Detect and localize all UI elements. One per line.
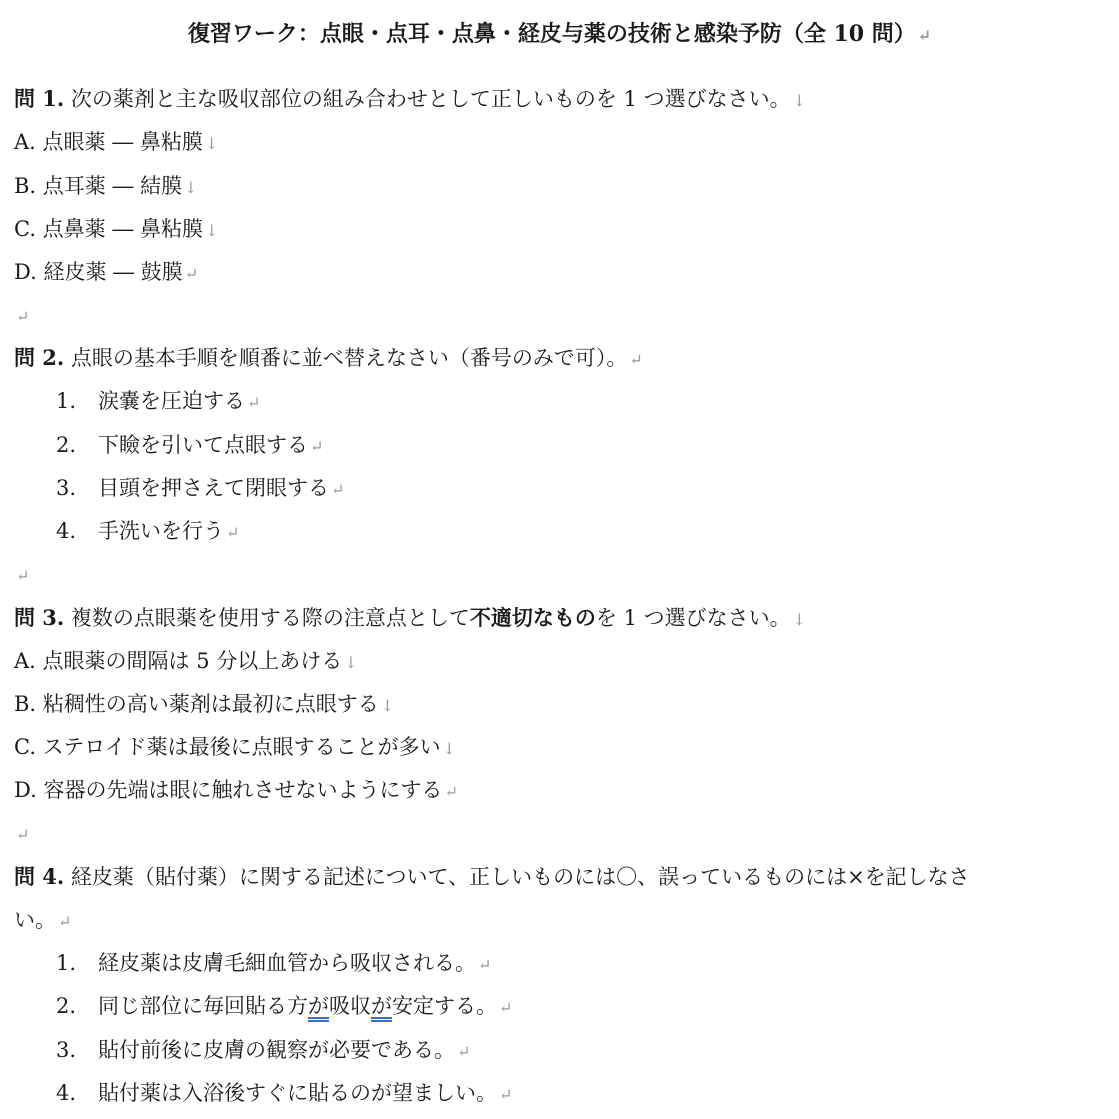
question-number: 問 4. xyxy=(14,864,65,889)
return-mark: ↵ xyxy=(444,782,458,801)
answer-option: A. 点眼薬 ― 鼻粘膜 ↓ xyxy=(14,130,219,154)
question-1 xyxy=(14,84,806,116)
return-mark: ↵ xyxy=(58,912,72,931)
question-4-continued: い。 ↵ xyxy=(14,908,72,932)
list-item: 2. 下瞼を引いて点眼する ↵ xyxy=(56,433,324,457)
return-mark: ↵ xyxy=(16,825,30,844)
grammar-check-underline[interactable]: が xyxy=(308,994,329,1018)
answer-option: C. ステロイド薬は最後に点眼することが多い ↓ xyxy=(14,735,457,759)
line-break-mark: ↓ xyxy=(792,610,807,629)
return-mark: ↵ xyxy=(499,998,513,1017)
answer-option: B. 粘稠性の高い薬剤は最初に点眼する ↓ xyxy=(14,692,395,716)
question-number: 問 1. xyxy=(14,86,65,111)
list-item: 3. 貼付前後に皮膚の観察が必要である。 ↵ xyxy=(56,1038,471,1062)
list-item: 1. 経皮薬は皮膚毛細血管から吸収される。 ↵ xyxy=(56,951,492,975)
answer-option: D. 容器の先端は眼に触れさせないようにする ↵ xyxy=(14,778,458,802)
question-text: 経皮薬（貼付薬）に関する記述について、正しいものには〇、誤っているものには×を記しなさ xyxy=(70,865,970,889)
empty-paragraph xyxy=(14,818,29,850)
line-break-mark: ↓ xyxy=(380,696,395,715)
return-mark: ↵ xyxy=(226,523,240,542)
list-item: 4. 貼付薬は入浴後すぐに貼るのが望ましい。 ↵ xyxy=(56,1081,513,1105)
return-mark: ↵ xyxy=(917,26,932,45)
list-item: 3. 目頭を押さえて閉眼する ↵ xyxy=(56,476,345,500)
return-mark: ↵ xyxy=(16,566,30,585)
return-mark: ↵ xyxy=(310,437,324,456)
question-text: 点眼の基本手順を順番に並べ替えなさい（番号のみで可）。 xyxy=(70,346,628,370)
return-mark: ↵ xyxy=(184,264,199,283)
return-mark: ↵ xyxy=(478,955,492,974)
question-2 xyxy=(14,343,643,375)
answer-option: C. 点鼻薬 ― 鼻粘膜 ↓ xyxy=(14,217,219,241)
return-mark: ↵ xyxy=(457,1042,471,1061)
list-item: 4. 手洗いを行う ↵ xyxy=(56,519,240,543)
emphasis-text: 不適切なもの xyxy=(469,605,596,630)
question-3: 問 3. 複数の点眼薬を使用する際の注意点として不適切なものを 1 つ選びなさい。 ↓ xyxy=(14,605,807,630)
question-4 xyxy=(14,862,970,892)
question-text: 次の薬剤と主な吸収部位の組み合わせとして正しいものを 1 つ選びなさい。 xyxy=(70,87,791,111)
answer-option: B. 点耳薬 ― 結膜 ↓ xyxy=(14,174,198,198)
return-mark: ↵ xyxy=(629,350,643,369)
grammar-check-underline[interactable]: が xyxy=(371,994,392,1018)
answer-option: D. 経皮薬 ― 鼓膜 ↵ xyxy=(14,260,199,284)
list-item: 2. 同じ部位に毎回貼る方が吸収が安定する。 ↵ xyxy=(56,994,513,1018)
line-break-mark: ↓ xyxy=(442,739,457,758)
empty-paragraph xyxy=(14,300,29,332)
line-break-mark: ↓ xyxy=(184,178,198,197)
return-mark: ↵ xyxy=(247,393,261,412)
list-item: 1. 涙嚢を圧迫する ↵ xyxy=(56,389,261,413)
document-title: 復習ワーク：点眼・点耳・点鼻・経皮与薬の技術と感染予防（全 10 問） ↵ xyxy=(187,21,932,47)
return-mark: ↵ xyxy=(499,1085,513,1104)
empty-paragraph xyxy=(14,559,29,591)
answer-option: A. 点眼薬の間隔は 5 分以上あける ↓ xyxy=(14,649,358,673)
question-number: 問 2. xyxy=(14,345,65,370)
line-break-mark: ↓ xyxy=(792,91,807,110)
line-break-mark: ↓ xyxy=(204,134,219,153)
return-mark: ↵ xyxy=(16,307,30,326)
return-mark: ↵ xyxy=(331,480,345,499)
question-number: 問 3. xyxy=(14,605,65,630)
line-break-mark: ↓ xyxy=(205,221,219,240)
line-break-mark: ↓ xyxy=(344,653,358,672)
